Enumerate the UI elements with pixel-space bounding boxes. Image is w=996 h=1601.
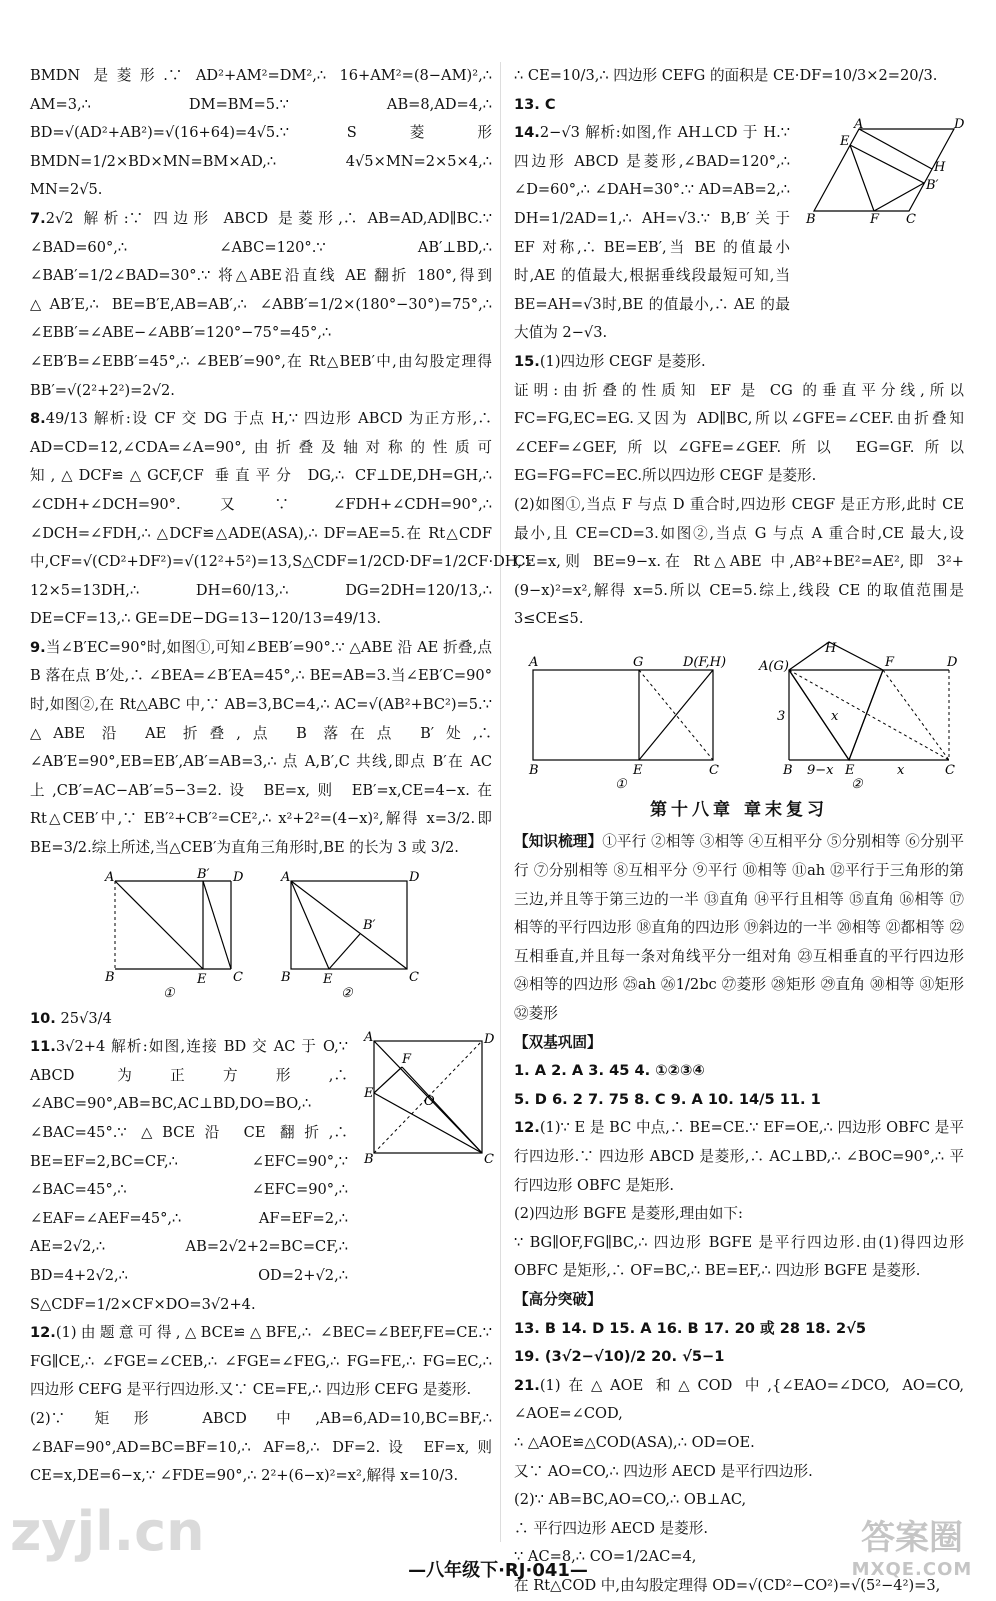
answer-11-text: 3√2+4 解析:如图,连接 BD 交 AC 于 O,∵ ABCD 为正方形,∴ ∠ABC=90°,AB=BC,AC⊥BD,DO=BO,∴ ∠BAC=45°.∵ △BCE沿 CE 翻折,∴ BE=EF=2,BC=CF,∴ ∠EFC=90°,∵ ∠BAC=45°,∴ ∠EFC=90°,∴ ∠EAF=∠AEF=45°,∴ AF=EF=2,∴ AE=2√2,∴ AB=2√2+2=BC=CF,∴ BD=4+2√2,∴ OD=2+√2,∴ S△CDF=1/2×CF×DO=3√2+4. bbox=[30, 1038, 348, 1313]
figure-q11 bbox=[362, 1030, 495, 1168]
answer-11-block bbox=[30, 1030, 495, 1319]
answer-21 bbox=[514, 1372, 964, 1429]
svg-text:C: C bbox=[709, 762, 719, 778]
answer-21f: ∵ AC=8,∴ CO=1/2AC=4, bbox=[514, 1548, 697, 1566]
answer-14 bbox=[514, 119, 790, 348]
answer-12 bbox=[30, 1319, 492, 1405]
svg-text:A: A bbox=[281, 869, 291, 885]
svg-text:E: E bbox=[364, 1086, 374, 1102]
answer-r12 bbox=[514, 1114, 964, 1200]
answer-13: 13. C bbox=[514, 95, 556, 113]
figures-q15 bbox=[514, 640, 964, 790]
column-divider bbox=[500, 62, 501, 1542]
svg-text:A: A bbox=[364, 1030, 374, 1046]
q-number: 12. bbox=[30, 1324, 56, 1342]
answer-15b: 证明:由折叠的性质知 EF 是 CG 的垂直平分线,所以 FC=FG,EC=EG.又因为 AD∥BC,所以∠GFE=∠CEF.由折叠知∠CEF=∠GEF,所以∠GFE=∠GEF.所以 EG=GF.所以 EG=FG=FC=EC.所以四边形 CEGF 是菱形. bbox=[514, 381, 964, 485]
section-title: 【知识梳理】 bbox=[514, 833, 603, 851]
answer-21d: (2)∵ AB=BC,AO=CO,∴ OB⊥AC, bbox=[514, 1491, 747, 1509]
answer-21a-text: (1)在△AOE 和△COD 中,{∠EAO=∠DCO, AO=CO, ∠AOE=∠COD, bbox=[514, 1376, 964, 1423]
knowledge-text: ①平行 ②相等 ③相等 ④互相平分 ⑤分别相等 ⑥分别平行 ⑦分别相等 ⑧互相平分 ⑨平行 ⑩相等 ⑪ah ⑫平行于三角形的第三边,并且等于第三边的一半 ⑬直角 ⑭平行且相等 ⑮直角 ⑯相等 ⑰相等的平行四边形 ⑱直角的四边形 ⑲斜边的一半 ⑳相等 ㉑都相等 ㉒互相垂直,并且每一条对角线平分一组对角 ㉓互相垂直的平行四边形 ㉔相等的四边形 ㉕ah ㉖1/2bc ㉗菱形 ㉘矩形 ㉙直角 ㉚相等 ㉛矩形 ㉜菱形 bbox=[514, 833, 964, 1023]
answer-15 bbox=[514, 348, 964, 377]
figure-q15-1 bbox=[521, 640, 727, 792]
section-title: 【双基巩固】 bbox=[514, 1033, 602, 1051]
svg-text:E: E bbox=[633, 762, 643, 778]
q-number: 15. bbox=[514, 352, 540, 370]
answer-10 bbox=[30, 1005, 492, 1034]
svg-text:F: F bbox=[870, 212, 880, 228]
svg-text:D: D bbox=[954, 117, 965, 133]
answer-21e: ∴ 平行四边形 AECD 是菱形. bbox=[514, 1519, 708, 1537]
answer-10-text: 25√3/4 bbox=[60, 1009, 112, 1027]
svg-text:D: D bbox=[484, 1032, 495, 1048]
svg-text:B: B bbox=[529, 762, 539, 778]
svg-text:A: A bbox=[529, 654, 539, 670]
q-number: 21. bbox=[514, 1376, 540, 1394]
svg-text:E: E bbox=[197, 971, 207, 987]
svg-text:E: E bbox=[840, 134, 850, 150]
answer-6-continued: BMDN 是菱形.∵ AD²+AM²=DM²,∴ 16+AM²=(8−AM)²,∴ AM=3,∴ DM=BM=5.∵ AB=8,AD=4,∴ BD=√(AD²+AB²)=√(16+64)=4√5.∵ S菱形BMDN=1/2×BD×MN=BM×AD,∴ 4√5×MN=2×5×4,∴ MN=2√5. bbox=[30, 67, 492, 199]
chapter-title: 第十八章 章末复习 bbox=[650, 799, 828, 820]
answer-12b: (2)∵ 矩形 ABCD 中,AB=6,AD=10,BC=BF,∴ ∠BAF=90°,AD=BC=BF=10,∴ AF=8,∴ DF=2.设 EF=x,则 CE=x,DE=6−x,∵ ∠FDE=90°,∴ 2²+(6−x)²=x²,解得 x=10/3. bbox=[30, 1409, 492, 1485]
advanced-answers-2: 19. (3√2−√10)/2 20. √5−1 bbox=[514, 1348, 725, 1366]
svg-text:D: D bbox=[947, 654, 958, 670]
page-footer: —八年级下·RJ·041— bbox=[408, 1560, 588, 1581]
figure-label: ② bbox=[341, 985, 353, 1001]
answer-9 bbox=[30, 634, 492, 863]
svg-text:D: D bbox=[409, 869, 420, 885]
answer-r12b: (2)四边形 BGFE 是菱形,理由如下: bbox=[514, 1205, 743, 1223]
svg-text:E: E bbox=[845, 762, 855, 778]
watermark-right bbox=[842, 1510, 982, 1580]
svg-text:B′: B′ bbox=[926, 178, 939, 194]
advanced-answers-1: 13. B 14. D 15. A 16. B 17. 20 或 28 18. 2√5 bbox=[514, 1319, 867, 1337]
section-title: 【高分突破】 bbox=[514, 1290, 602, 1308]
knowledge-summary bbox=[514, 828, 964, 1028]
svg-text:3: 3 bbox=[777, 708, 786, 724]
svg-text:B: B bbox=[105, 969, 115, 985]
svg-text:x: x bbox=[831, 708, 839, 724]
answer-7 bbox=[30, 205, 492, 405]
right-column bbox=[514, 62, 964, 1601]
watermark-logo-text: 答案圈 bbox=[861, 1518, 963, 1558]
answer-9-text: 当∠B′EC=90°时,如图①,可知∠BEB′=90°.∵ △ABE 沿 AE 折叠,点 B 落在点 B′处,∴ ∠BEA=∠B′EA=45°,∴ BE=AB=3.当∠EB′C=90°时,如图②,在 Rt△ABC 中,∵ AB=3,BC=4,∴ AC=√(AB²+BC²)=5.∵ △ABE 沿 AE 折叠,点 B 落在点 B′处,∴ ∠AB′E=90°,EB=EB′,AB′=AB=3,∴ 点 A,B′,C 共线,即点 B′在 AC 上,CB′=AC−AB′=5−3=2.设 BE=x,则 EB′=x,CE=4−x.在 Rt△CEB′中,∵ EB′²+CB′²=CE²,∴ x²+2²=(4−x)²,解得 x=3/2.即 BE=3/2.综上所述,当△CEB′为直角三角形时,BE 的长为 3 或 3/2. bbox=[30, 638, 492, 857]
svg-text:C: C bbox=[484, 1152, 494, 1168]
svg-text:A(G): A(G) bbox=[759, 658, 789, 674]
answer-14-text: 2−√3 解析:如图,作 AH⊥CD 于 H.∵ 四边形 ABCD 是菱形,∠BAD=120°,∴ ∠D=60°,∴ ∠DAH=30°.∵ AD=AB=2,∴ DH=1/2AD=1,∴ AH=√3.∵ B,B′关于 EF 对称,∴ BE=EB′,当 BE 的值最小时,AE 的值最大,根据垂线段最短可知,当 BE=AH=√3时,BE 的值最小,∴ AE 的最大值为 2−√3. bbox=[514, 124, 790, 342]
svg-text:B: B bbox=[783, 762, 793, 778]
answer-r12c: ∵ BG∥OF,FG∥BC,∴ 四边形 BGFE 是平行四边形.由(1)得四边形 OBFC 是矩形,∴ OF=BC,∴ BE=EF,∴ 四边形 BGFE 是菱形. bbox=[514, 1233, 964, 1280]
answer-21g: 在 Rt△COD 中,由勾股定理得 OD=√(CD²−CO²)=√(5²−4²)=3, bbox=[514, 1576, 941, 1594]
answer-11 bbox=[30, 1033, 348, 1319]
svg-text:x: x bbox=[897, 762, 905, 778]
svg-text:C: C bbox=[233, 969, 243, 985]
figure-q14 bbox=[804, 119, 964, 229]
q-number: 11. bbox=[30, 1038, 56, 1056]
basic-answers-1: 1. A 2. A 3. 45 4. ①②③④ bbox=[514, 1062, 705, 1080]
svg-text:F: F bbox=[885, 654, 895, 670]
q-number: 9. bbox=[30, 638, 46, 656]
q-number: 8. bbox=[30, 410, 46, 428]
svg-text:9−x: 9−x bbox=[807, 762, 834, 778]
svg-text:E: E bbox=[323, 971, 333, 987]
svg-text:B′: B′ bbox=[363, 917, 376, 933]
answer-21b: ∴ △AOE≌△COD(ASA),∴ OD=OE. bbox=[514, 1433, 755, 1451]
svg-text:F: F bbox=[402, 1052, 412, 1068]
watermark-url: MXQE.COM bbox=[851, 1559, 973, 1580]
q-number: 7. bbox=[30, 209, 46, 227]
basic-answers-2: 5. D 6. 2 7. 75 8. C 9. A 10. 14/5 11. 1 bbox=[514, 1090, 821, 1108]
answer-8-text: 49/13 解析:设 CF 交 DG 于点 H,∵ 四边形 ABCD 为正方形,∴ AD=CD=12,∠CDA=∠A=90°,由折叠及轴对称的性质可知,△DCF≌△GCF,CF 垂直平分 DG,∴ CF⊥DE,DH=GH,∴ ∠CDH+∠DCH=90°.又∵ ∠FDH+∠CDH=90°,∴ ∠DCH=∠FDH,∴ △DCF≌△ADE(ASA),∴ DF=AE=5.在 Rt△CDF 中,CF=√(CD²+DF²)=√(12²+5²)=13,S△CDF=1/2CD·DF=1/2CF·DH,∴ 12×5=13DH,∴ DH=60/13,∴ DG=2DH=120/13,∴ DE=CF=13,∴ GE=DE−DG=13−120/13=49/13. bbox=[30, 410, 532, 628]
answer-15a-text: (1)四边形 CEGF 是菱形. bbox=[539, 352, 706, 370]
svg-text:D: D bbox=[233, 869, 244, 885]
q-number: 10. bbox=[30, 1009, 56, 1027]
svg-text:H: H bbox=[934, 160, 946, 176]
figure-label: ① bbox=[615, 776, 627, 792]
answer-15c: (2)如图①,当点 F 与点 D 重合时,四边形 CEGF 是正方形,此时 CE 最小,且 CE=CD=3.如图②,当点 G 与点 A 重合时,CE 最大,设 CE=x,则 BE=9−x.在 Rt△ABE 中,AB²+BE²=AE²,即 3²+(9−x)²=x²,解得 x=5.所以 CE=5.综上,线段 CE 的取值范围是 3≤CE≤5. bbox=[514, 495, 964, 628]
svg-text:H: H bbox=[825, 640, 837, 656]
figures-q9 bbox=[30, 866, 492, 1001]
answer-12-continued: ∴ CE=10/3,∴ 四边形 CEFG 的面积是 CE·DF=10/3×2=20/3. bbox=[514, 67, 938, 84]
svg-text:A: A bbox=[105, 869, 115, 885]
q-number: 14. bbox=[514, 124, 540, 142]
svg-text:O: O bbox=[424, 1094, 435, 1110]
answer-14-block bbox=[514, 119, 964, 348]
answer-r12a-text: (1)∵ E 是 BC 中点,∴ BE=CE.∵ EF=OE,∴ 四边形 OBFC 是平行四边形.∵ 四边形 ABCD 是菱形,∴ AC⊥BD,∴ ∠BOC=90°,∴ 平行四边形 OBFC 是矩形. bbox=[514, 1119, 964, 1194]
svg-text:C: C bbox=[945, 762, 955, 778]
svg-text:B: B bbox=[806, 212, 816, 228]
svg-text:C: C bbox=[906, 212, 916, 228]
svg-text:B: B bbox=[281, 969, 291, 985]
svg-text:B′: B′ bbox=[197, 866, 210, 882]
svg-text:B: B bbox=[364, 1152, 374, 1168]
figure-label: ② bbox=[851, 776, 863, 792]
watermark-left: zyjl.cn bbox=[10, 1500, 205, 1563]
figure-q9-2 bbox=[279, 869, 419, 999]
svg-text:G: G bbox=[633, 654, 644, 670]
q-number: 12. bbox=[514, 1119, 540, 1137]
answer-21c: 又∵ AO=CO,∴ 四边形 AECD 是平行四边形. bbox=[514, 1462, 813, 1480]
answer-12a-text: (1)由题意可得,△BCE≌△BFE,∴ ∠BEC=∠BEF,FE=CE.∵ FG∥CE,∴ ∠FGE=∠CEB,∴ ∠FGE=∠FEG,∴ FG=FE,∴ FG=EC,∴ 四边形 CEFG 是平行四边形.又∵ CE=FE,∴ 四边形 CEFG 是菱形. bbox=[30, 1324, 492, 1399]
figure-label: ① bbox=[163, 985, 175, 1001]
answer-7-text: 2√2 解析:∵ 四边形 ABCD 是菱形,∴ AB=AD,AD∥BC.∵ ∠BAD=60°,∴ ∠ABC=120°.∵ AB′⊥BD,∴ ∠BAB′=1/2∠BAD=30°.∵ 将△ABE沿直线 AE 翻折 180°,得到△AB′E,∴ BE=B′E,AB=AB′,∴ ∠ABB′=1/2×(180°−30°)=75°,∴ ∠EBB′=∠ABE−∠ABB′=120°−75°=45°,∴ ∠EB′B=∠EBB′=45°,∴ ∠BEB′=90°,在 Rt△BEB′中,由勾股定理得 BB′=√(2²+2²)=2√2. bbox=[30, 209, 492, 399]
svg-text:C: C bbox=[409, 969, 419, 985]
answer-8 bbox=[30, 405, 532, 634]
figure-q9-1 bbox=[103, 866, 244, 1001]
figure-q15-2 bbox=[757, 640, 957, 790]
svg-text:D(F,H): D(F,H) bbox=[683, 654, 727, 670]
svg-text:A: A bbox=[854, 117, 864, 133]
